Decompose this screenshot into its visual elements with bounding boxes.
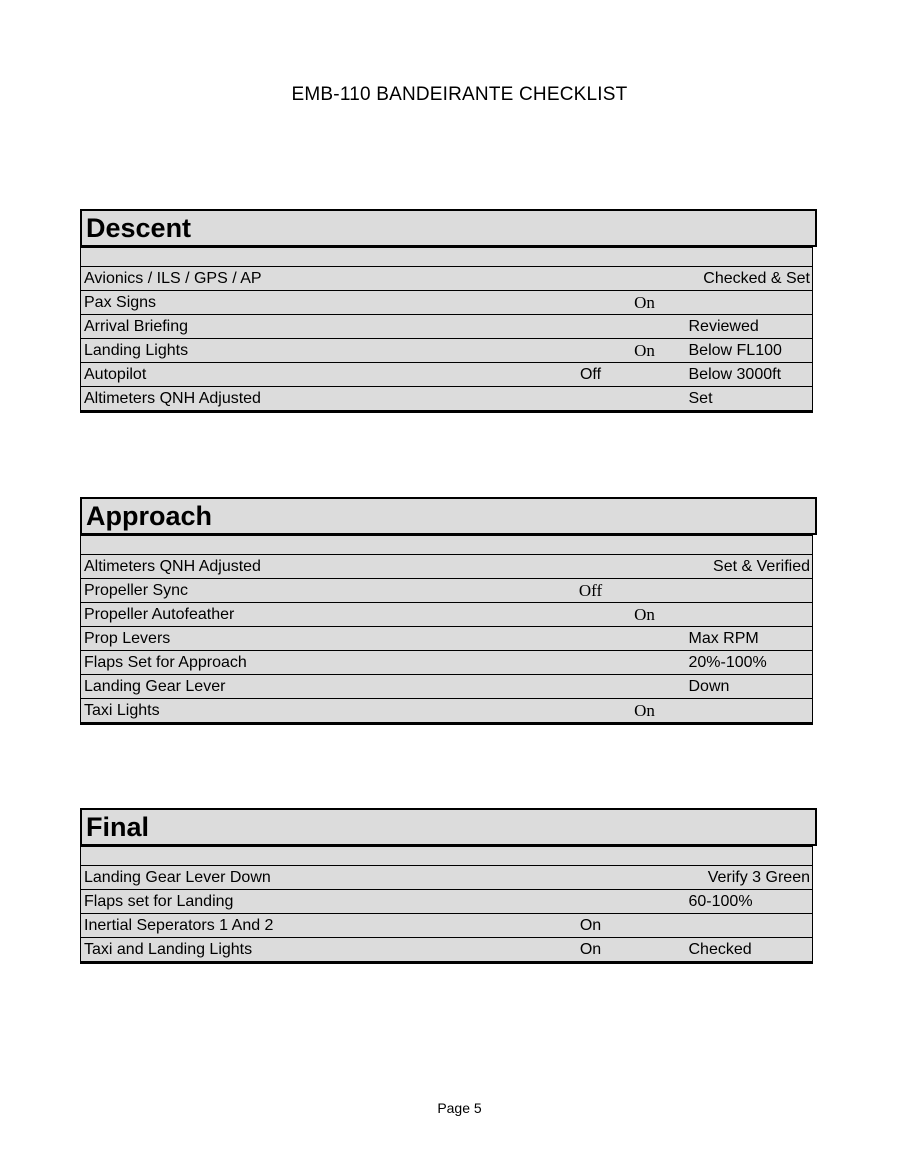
checklist-item-label: Flaps Set for Approach xyxy=(81,651,547,675)
page-title: EMB-110 BANDEIRANTE CHECKLIST xyxy=(291,84,628,105)
checklist-item-action: Verify 3 Green xyxy=(687,866,813,890)
spacer-cell xyxy=(687,847,813,866)
checklist-item-label: Pax Signs xyxy=(81,291,547,315)
checklist-item-state xyxy=(547,315,687,339)
checklist-item-action xyxy=(687,603,813,627)
checklist-item-action xyxy=(687,914,813,938)
checklist-item-label: Taxi Lights xyxy=(81,699,547,724)
checklist-item-label: Autopilot xyxy=(81,363,547,387)
checklist-item-state xyxy=(547,267,687,291)
table-row[interactable] xyxy=(81,603,813,627)
checklist-item-action: Set & Verified xyxy=(687,555,813,579)
checklist-item-state xyxy=(547,291,687,315)
checklist-item-state xyxy=(547,938,687,963)
section-header xyxy=(80,209,817,247)
checklist-item-label: Inertial Seperators 1 And 2 xyxy=(81,914,547,938)
table-row[interactable] xyxy=(81,267,813,291)
checklist-item-state xyxy=(547,627,687,651)
checklist-item-action xyxy=(687,699,813,724)
spacer-cell xyxy=(687,248,813,267)
checklist-item-action: Down xyxy=(687,675,813,699)
checklist-state-value: On xyxy=(634,292,655,312)
checklist-state-value: On xyxy=(634,700,655,720)
checklist-item-label: Propeller Sync xyxy=(81,579,547,603)
checklist-item-action: Below 3000ft xyxy=(687,363,813,387)
spacer-row xyxy=(81,847,813,866)
checklist-item-action xyxy=(687,579,813,603)
checklist-item-label: Propeller Autofeather xyxy=(81,603,547,627)
checklist-state-value: Off xyxy=(578,580,603,600)
checklist-item-action: 60-100% xyxy=(687,890,813,914)
checklist-section xyxy=(80,497,817,725)
checklist-item-state xyxy=(547,651,687,675)
checklist-state-value: On xyxy=(579,940,602,958)
spacer-cell xyxy=(547,248,687,267)
section-header xyxy=(80,497,817,535)
table-row[interactable] xyxy=(81,675,813,699)
checklist-item-label: Arrival Briefing xyxy=(81,315,547,339)
table-row[interactable] xyxy=(81,315,813,339)
checklist-item-action: Reviewed xyxy=(687,315,813,339)
checklist-table xyxy=(80,535,813,725)
checklist-item-state xyxy=(547,890,687,914)
checklist-item-label: Altimeters QNH Adjusted xyxy=(81,387,547,412)
checklist-state-value: Off xyxy=(579,365,602,383)
section-heading-label: Approach xyxy=(86,500,213,531)
checklist-item-state xyxy=(547,699,687,724)
checklist-item-label: Avionics / ILS / GPS / AP xyxy=(81,267,547,291)
table-row[interactable] xyxy=(81,291,813,315)
checklist-item-action: Set xyxy=(687,387,813,412)
checklist-item-action: Checked & Set xyxy=(687,267,813,291)
spacer-cell xyxy=(81,847,547,866)
spacer-cell xyxy=(81,536,547,555)
checklist-state-value: On xyxy=(634,604,655,624)
checklist-item-label: Landing Gear Lever Down xyxy=(81,866,547,890)
spacer-cell xyxy=(81,248,547,267)
table-row[interactable] xyxy=(81,890,813,914)
checklist-item-label: Altimeters QNH Adjusted xyxy=(81,555,547,579)
spacer-row xyxy=(81,536,813,555)
table-row[interactable] xyxy=(81,579,813,603)
checklist-item-action: Checked xyxy=(687,938,813,963)
checklist-item-label: Landing Lights xyxy=(81,339,547,363)
checklist-item-label: Prop Levers xyxy=(81,627,547,651)
checklist-section xyxy=(80,209,817,413)
checklist-item-action: Below FL100 xyxy=(687,339,813,363)
section-header xyxy=(80,808,817,846)
checklist-state-value: On xyxy=(579,916,602,934)
table-row[interactable] xyxy=(81,699,813,724)
checklist-item-state xyxy=(547,339,687,363)
table-row[interactable] xyxy=(81,555,813,579)
checklist-item-state xyxy=(547,387,687,412)
table-row[interactable] xyxy=(81,651,813,675)
spacer-cell xyxy=(547,536,687,555)
checklist-section xyxy=(80,808,817,964)
table-row[interactable] xyxy=(81,938,813,963)
page-footer: Page 5 xyxy=(437,1100,482,1116)
checklist-item-state xyxy=(547,866,687,890)
spacer-row xyxy=(81,248,813,267)
checklist-item-state xyxy=(547,603,687,627)
checklist-item-action: 20%-100% xyxy=(687,651,813,675)
checklist-table xyxy=(80,247,813,413)
checklist-item-state xyxy=(547,675,687,699)
section-heading-label: Descent xyxy=(86,212,192,243)
checklist-item-state xyxy=(547,363,687,387)
checklist-item-state xyxy=(547,579,687,603)
checklist-item-label: Landing Gear Lever xyxy=(81,675,547,699)
table-row[interactable] xyxy=(81,339,813,363)
checklist-item-action: Max RPM xyxy=(687,627,813,651)
checklist-item-state xyxy=(547,914,687,938)
checklist-state-value: On xyxy=(634,340,655,360)
checklist-item-action xyxy=(687,291,813,315)
spacer-cell xyxy=(547,847,687,866)
spacer-cell xyxy=(687,536,813,555)
checklist-item-state xyxy=(547,555,687,579)
table-row[interactable] xyxy=(81,866,813,890)
checklist-item-label: Taxi and Landing Lights xyxy=(81,938,547,963)
table-row[interactable] xyxy=(81,914,813,938)
table-row[interactable] xyxy=(81,363,813,387)
table-row[interactable] xyxy=(81,627,813,651)
table-row[interactable] xyxy=(81,387,813,412)
section-heading-label: Final xyxy=(86,811,150,842)
checklist-item-label: Flaps set for Landing xyxy=(81,890,547,914)
checklist-table xyxy=(80,846,813,964)
